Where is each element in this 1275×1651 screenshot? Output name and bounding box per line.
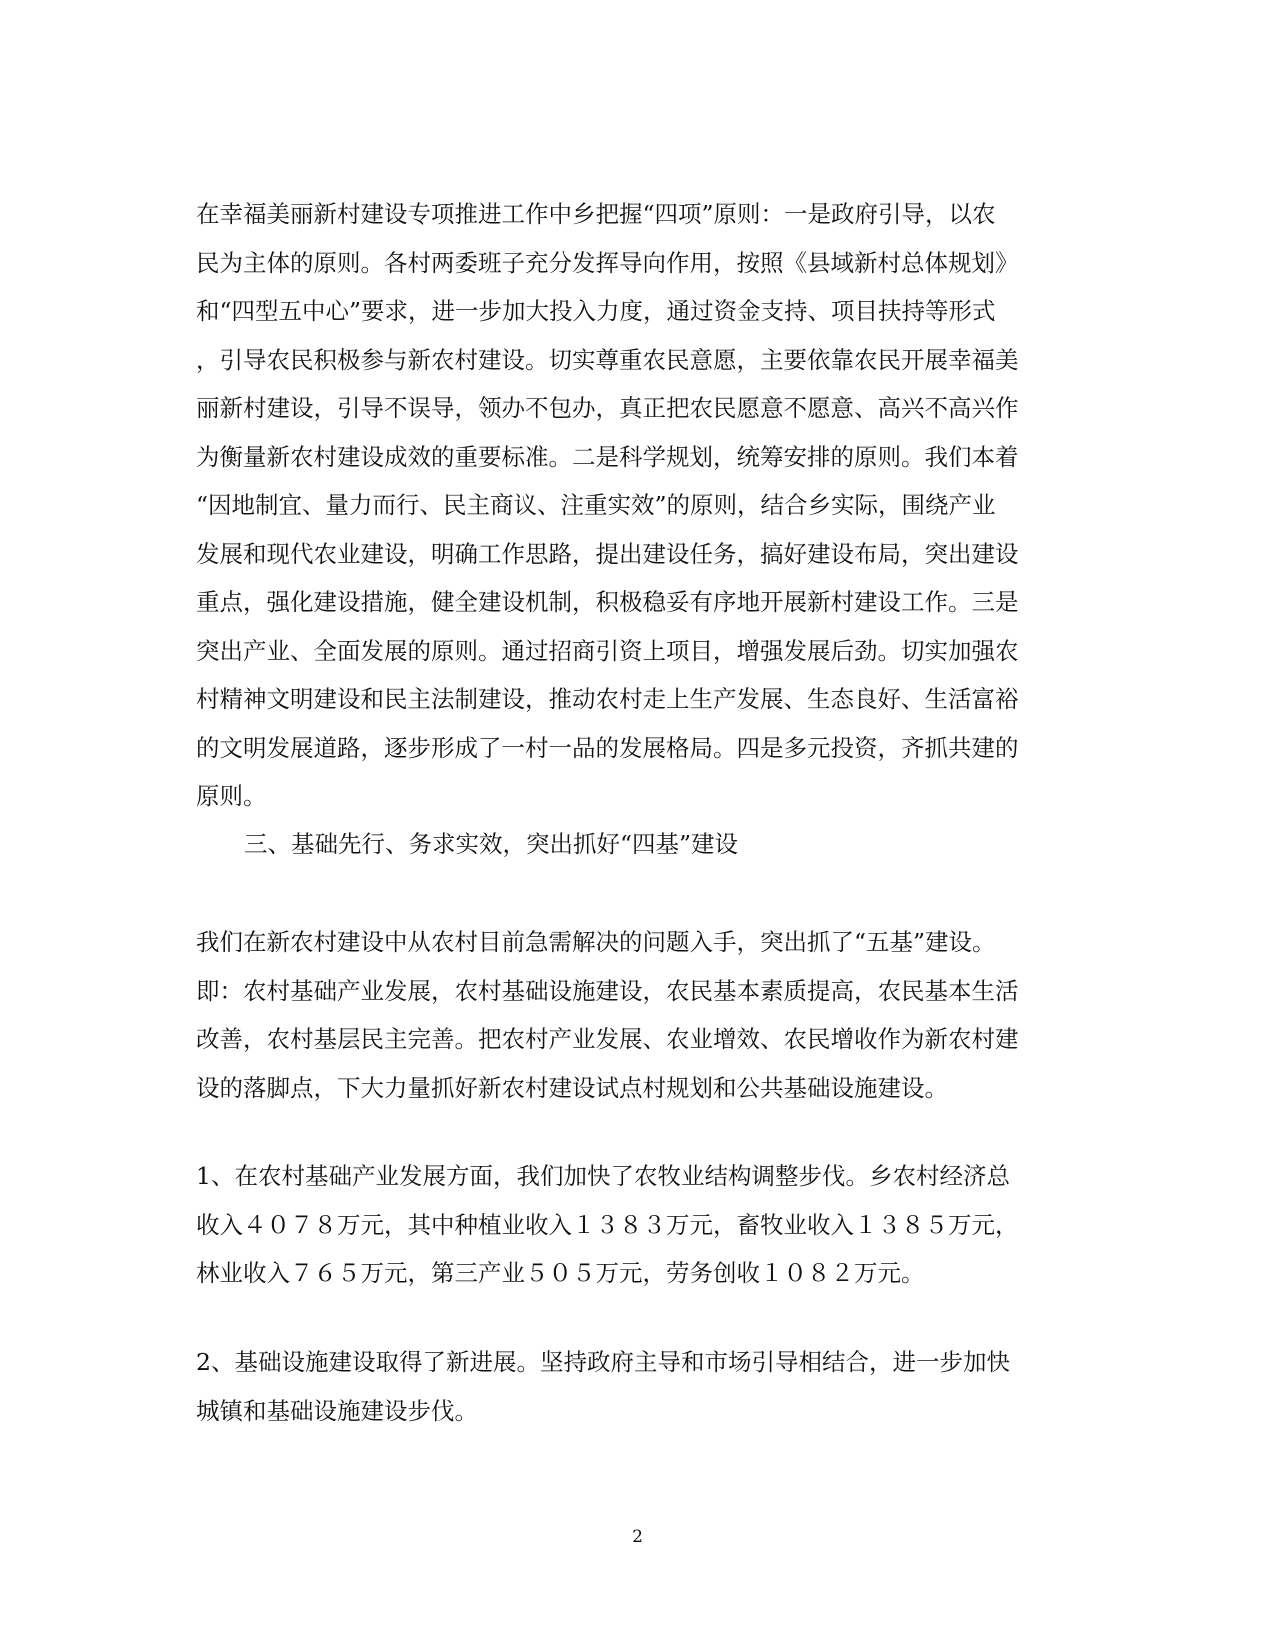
paragraph-line: 为衡量新农村建设成效的重要标准。二是科学规划，统筹安排的原则。我们本着 [196, 442, 1019, 471]
paragraph-line: 2、基础设施建设取得了新进展。坚持政府主导和市场引导相结合，进一步加快 [196, 1348, 1010, 1376]
paragraph-line: 设的落脚点，下大力量抓好新农村建设试点村规划和公共基础设施建设。 [196, 1073, 948, 1102]
paragraph-line: 民为主体的原则。各村两委班子充分发挥导向作用，按照《县域新村总体规划》 [196, 248, 1019, 277]
section-heading: 三、基础先行、务求实效，突出抓好“四基”建设 [244, 830, 739, 858]
paragraph-line: 丽新村建设，引导不误导，领办不包办，真正把农民愿意不愿意、高兴不高兴作 [196, 394, 1019, 422]
paragraph-line: 在幸福美丽新村建设专项推进工作中乡把握“四项”原则：一是政府引导，以农 [196, 200, 996, 228]
paragraph-line: 城镇和基础设施建设步伐。 [196, 1396, 478, 1425]
paragraph-line: 1、在农村基础产业发展方面，我们加快了农牧业结构调整步伐。乡农村经济总 [196, 1162, 1010, 1190]
paragraph-industry-income [196, 1152, 1081, 1298]
paragraph-line: 我们在新农村建设中从农村目前急需解决的问题入手，突出抓了“五基”建设。 [196, 928, 996, 956]
paragraph-line: 村精神文明建设和民主法制建设，推动农村走上生产发展、生态良好、生活富裕 [196, 685, 1019, 713]
paragraph-line: ，引导农民积极参与新农村建设。切实尊重农民意愿，主要依靠农民开展幸福美 [196, 345, 1019, 374]
paragraph-line: 突出产业、全面发展的原则。通过招商引资上项目，增强发展后劲。切实加强农 [196, 636, 1019, 665]
paragraph-principles [196, 190, 1081, 821]
paragraph-line: 收入４０７８万元，其中种植业收入１３８３万元，畜牧业收入１３８５万元， [196, 1210, 1019, 1239]
paragraph-line: “因地制宜、量力而行、民主商议、注重实效”的原则，结合乡实际，围绕产业 [196, 491, 996, 519]
paragraph-infrastructure [196, 1338, 1081, 1435]
paragraph-line: 即：农村基础产业发展，农村基础设施建设，农民基本素质提高，农民基本生活 [196, 976, 1019, 1005]
paragraph-line: 原则。 [196, 782, 267, 810]
paragraph-line: 林业收入７６５万元，第三产业５０５万元，劳务创收１０８２万元。 [196, 1259, 925, 1287]
paragraph-line: 发展和现代农业建设，明确工作思路，提出建设任务，搞好建设布局，突出建设 [196, 539, 1019, 568]
paragraph-line: 改善，农村基层民主完善。把农村产业发展、农业增效、农民增收作为新农村建 [196, 1025, 1019, 1053]
paragraph-five-foundations [196, 918, 1081, 1112]
paragraph-line: 的文明发展道路，逐步形成了一村一品的发展格局。四是多元投资，齐抓共建的 [196, 733, 1019, 762]
paragraph-line: 和“四型五中心”要求，进一步加大投入力度，通过资金支持、项目扶持等形式 [196, 297, 996, 325]
paragraph-line: 重点，强化建设措施，健全建设机制，积极稳妥有序地开展新村建设工作。三是 [196, 588, 1019, 616]
page-number: 2 [632, 1527, 643, 1547]
